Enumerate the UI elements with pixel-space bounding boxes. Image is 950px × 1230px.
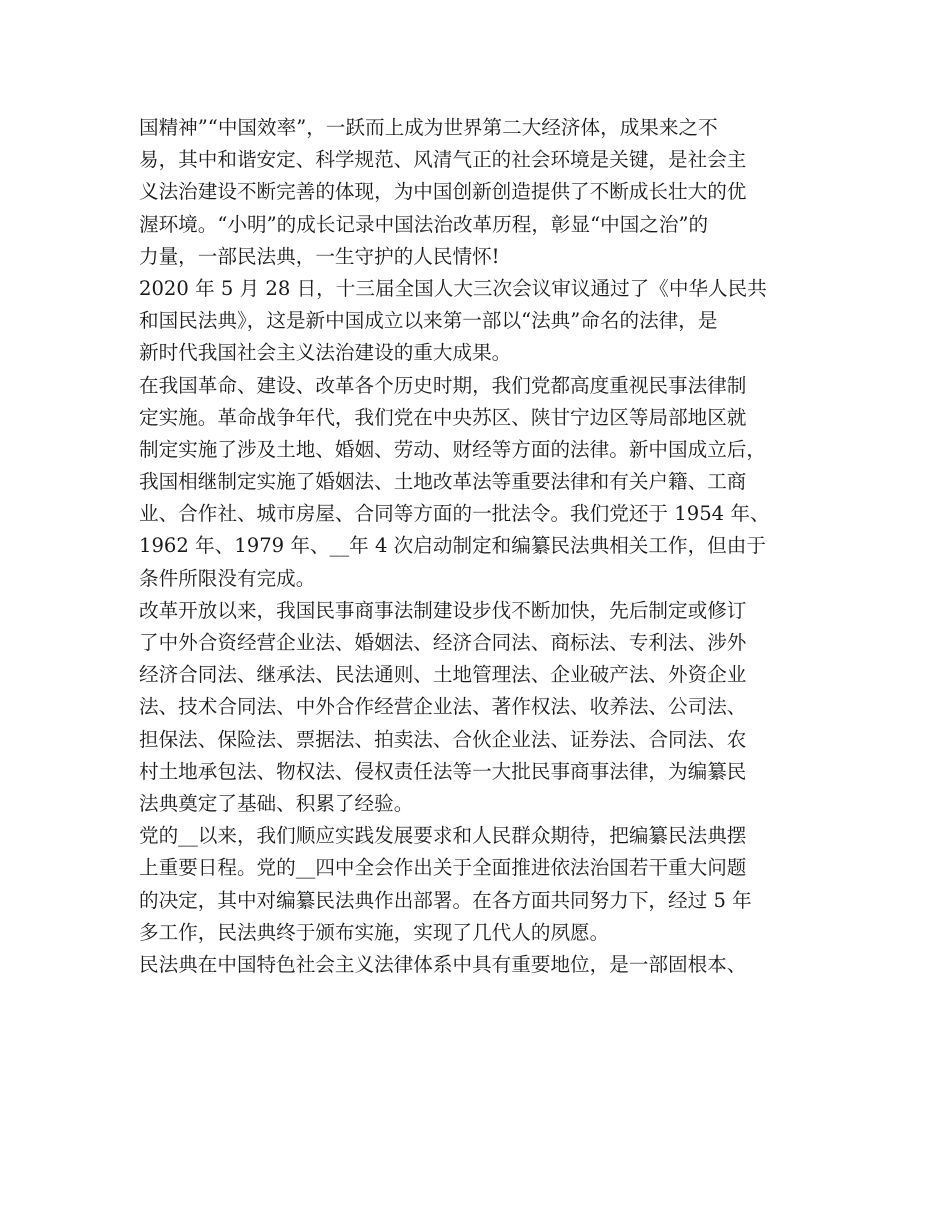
text-line: 国精神”“中国效率”，一跃而上成为世界第二大经济体，成果来之不 [139,116,718,139]
text-line: 力量，一部民法典，一生守护的人民情怀! [139,244,500,268]
text-line: 法典奠定了基础、积累了经验。 [139,791,414,815]
text-line: 在我国革命、建设、改革各个历史时期，我们党都高度重视民事法律制 [139,373,747,397]
text-line: 制定实施了涉及土地、婚姻、劳动、财经等方面的法律。新中国成立后， [139,437,766,461]
text-line: 上重要日程。党的__四中全会作出关于全面推进依法治国若干重大问题 [139,856,747,880]
text-line: 党的__以来，我们顺应实践发展要求和人民群众期待，把编纂民法典摆 [139,824,747,848]
text-line: 渥环境。“小明”的成长记录中国法治改革历程，彰显“中国之治”的 [139,212,709,236]
text-line: 易，其中和谐安定、科学规范、风清气正的社会环境是关键，是社会主 [139,148,747,172]
text-line: 业、合作社、城市房屋、合同等方面的一批法令。我们党还于 1954 年、 [139,502,770,526]
text-line: 新时代我国社会主义法治建设的重大成果。 [139,341,512,365]
text-line: 了中外合资经营企业法、婚姻法、经济合同法、商标法、专利法、涉外 [139,631,747,654]
text-line: 义法治建设不断完善的体现，为中国创新创造提供了不断成长壮大的优 [139,180,747,204]
text-line: 和国民法典》，这是新中国成立以来第一部以“法典”命名的法律，是 [139,309,718,333]
text-line: 经济合同法、继承法、民法通则、土地管理法、企业破产法、外资企业 [139,663,747,687]
text-line: 2020 年 5 月 28 日，十三届全国人大三次会议审议通过了《中华人民共 [139,276,767,300]
document-body [139,112,799,981]
text-line: 定实施。革命战争年代，我们党在中央苏区、陕甘宁边区等局部地区就 [139,405,747,429]
text-line: 担保法、保险法、票据法、拍卖法、合伙企业法、证券法、合同法、农 [139,727,747,751]
text-line: 改革开放以来，我国民事商事法制建设步伐不断加快，先后制定或修订 [139,598,747,622]
text-line: 民法典在中国特色社会主义法律体系中具有重要地位，是一部固根本、 [139,952,747,976]
text-line: 多工作，民法典终于颁布实施，实现了几代人的夙愿。 [139,920,610,944]
text-line: 法、技术合同法、中外合作经营企业法、著作权法、收养法、公司法、 [139,695,747,719]
text-line: 我国相继制定实施了婚姻法、土地改革法等重要法律和有关户籍、工商 [139,470,747,494]
text-line: 1962 年、1979 年、__年 4 次启动制定和编纂民法典相关工作，但由于 [139,534,766,558]
text-line: 的决定，其中对编纂民法典作出部署。在各方面共同努力下，经过 5 年 [139,888,752,912]
text-line: 村土地承包法、物权法、侵权责任法等一大批民事商事法律，为编纂民 [139,759,747,783]
text-line: 条件所限没有完成。 [139,566,316,590]
